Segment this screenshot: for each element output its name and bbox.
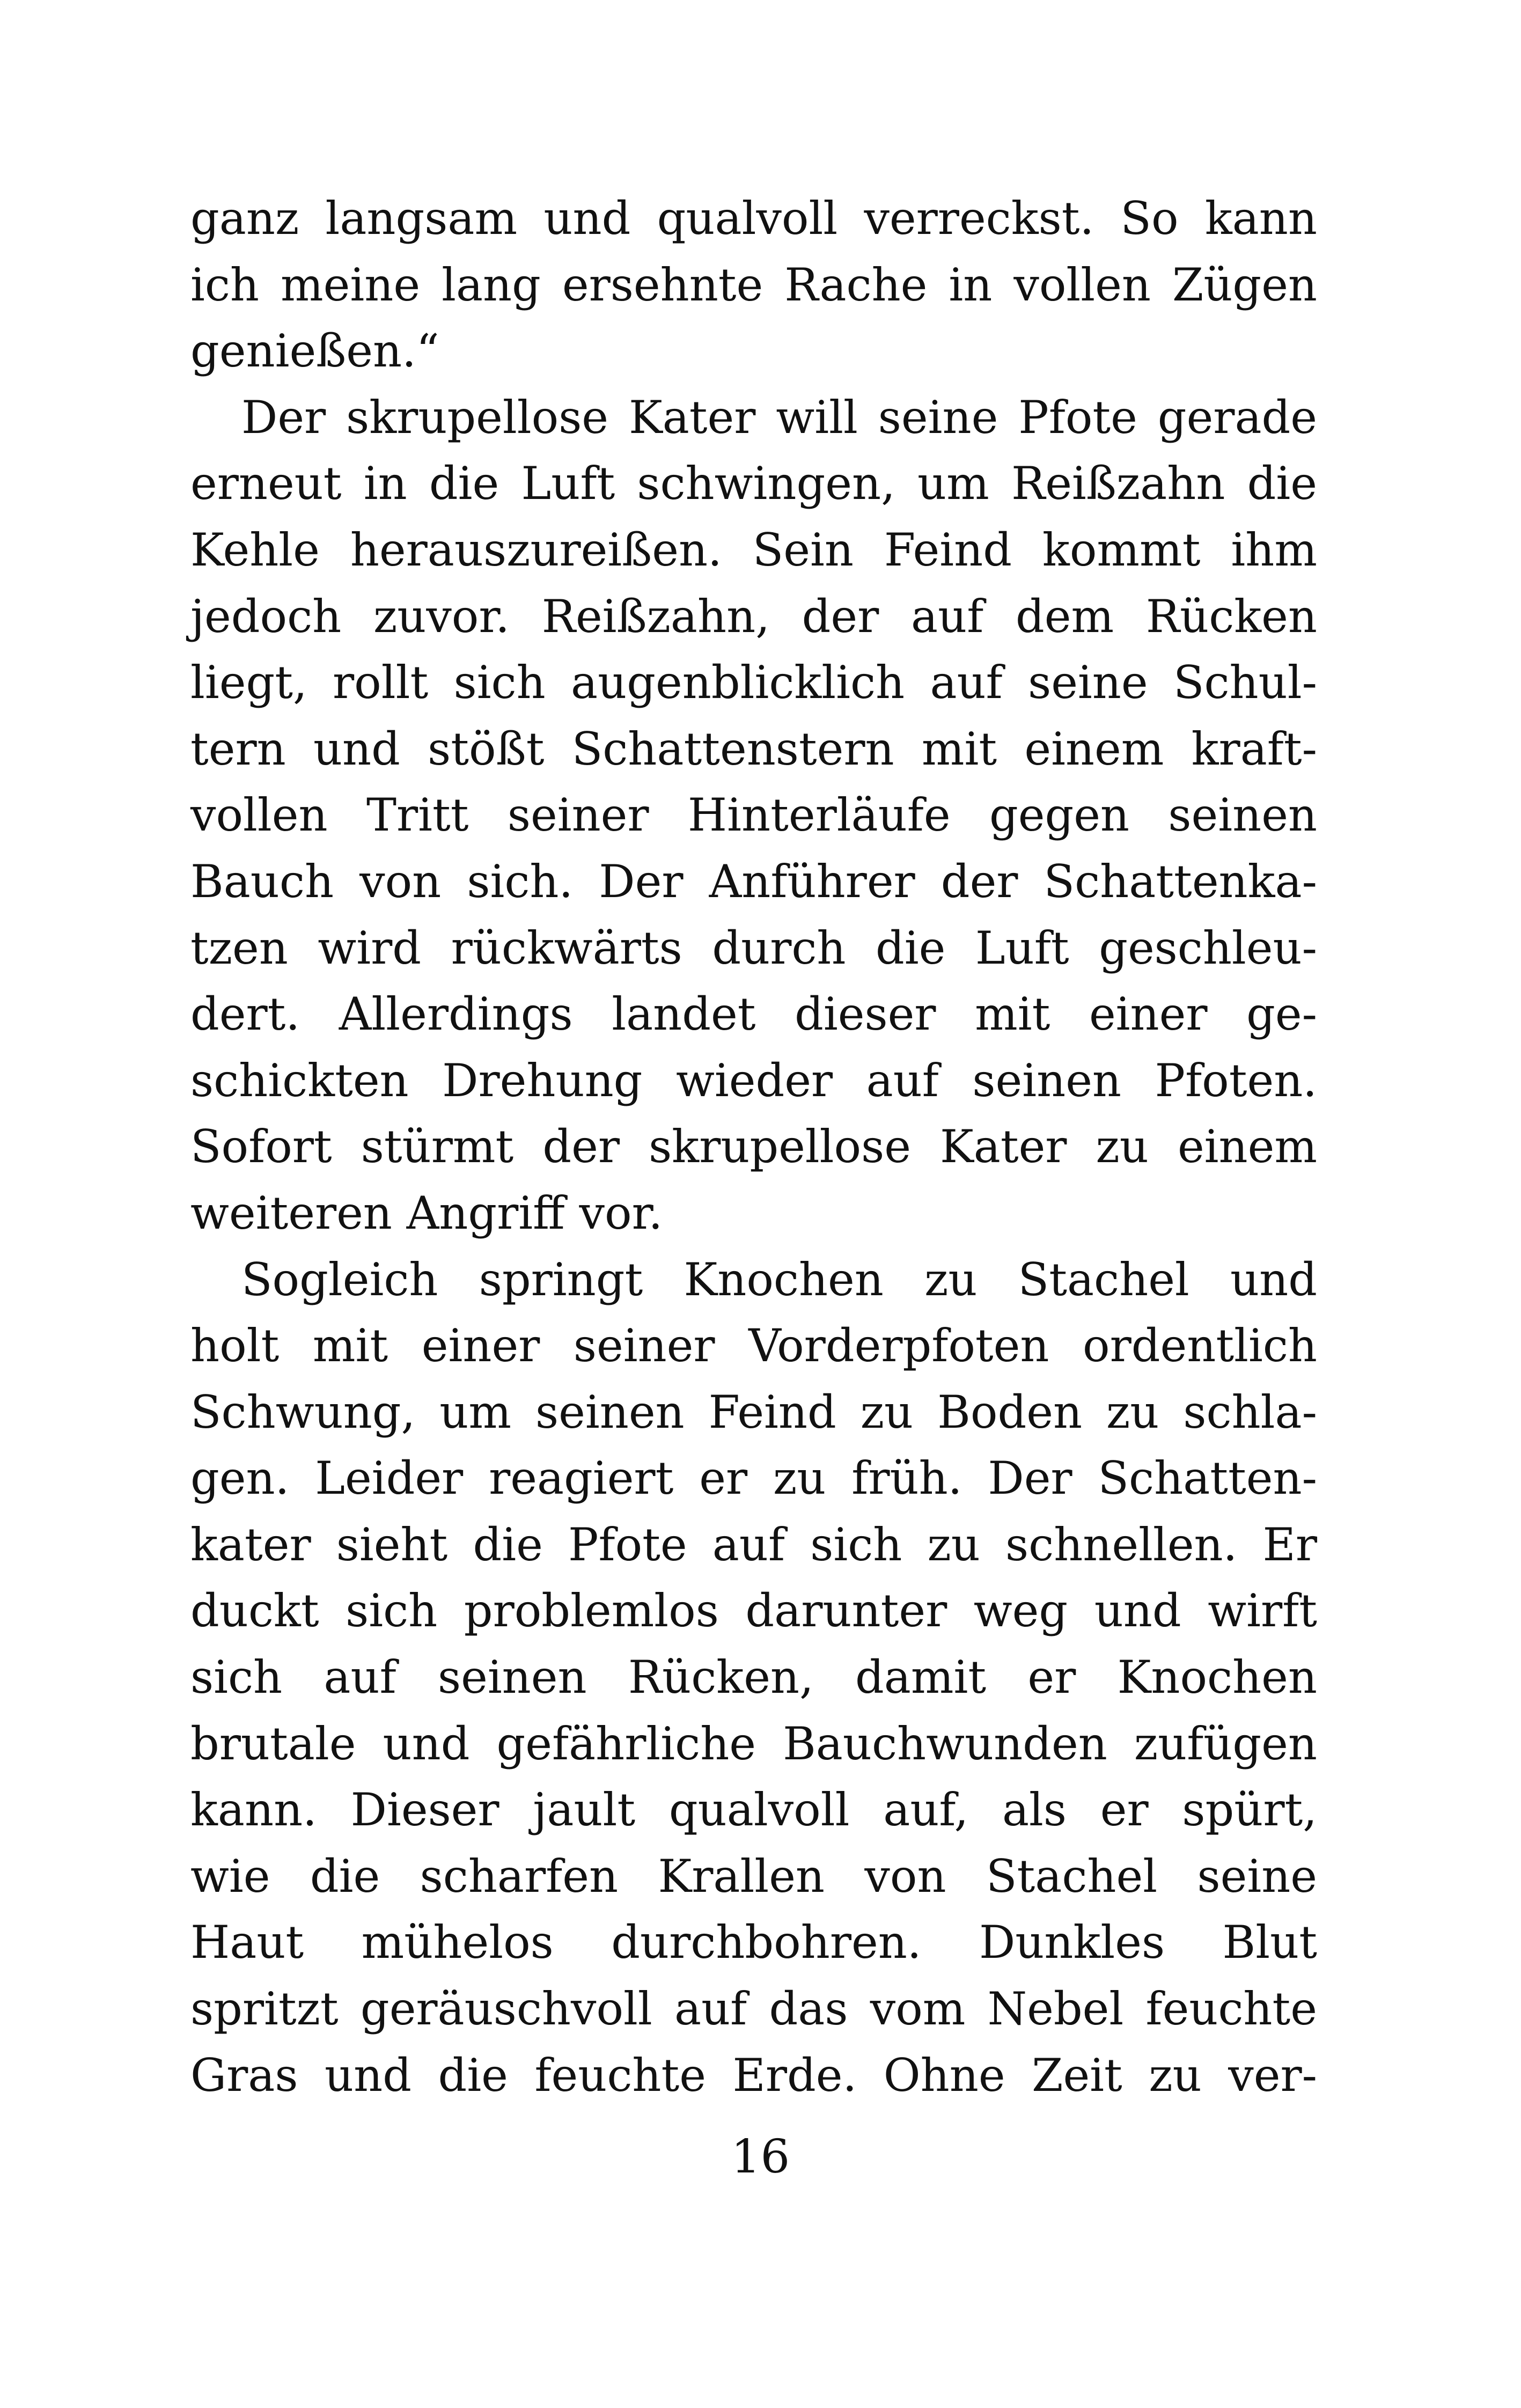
text-line: jedoch zuvor. Reißzahn, der auf dem Rücken (190, 590, 1317, 643)
text-line: weiteren Angriff vor. (190, 1186, 663, 1239)
text-line: Schwung, um seinen Feind zu Boden zu schla- (190, 1385, 1317, 1438)
text-line: Der skrupellose Kater will seine Pfote gerade (241, 391, 1317, 444)
text-line: Kehle herauszureißen. Sein Feind kommt ihm (190, 523, 1317, 576)
text-line: vollen Tritt seiner Hinterläufe gegen seinen (190, 789, 1317, 842)
text-line: ich meine lang ersehnte Rache in vollen Zügen (190, 258, 1317, 311)
text-line: Gras und die feuchte Erde. Ohne Zeit zu ver- (190, 2049, 1317, 2102)
text-line: ganz langsam und qualvoll verreckst. So kann (190, 192, 1317, 245)
text-line: spritzt geräuschvoll auf das vom Nebel feuchte (190, 1983, 1317, 2036)
text-line: Sogleich springt Knochen zu Stachel und (241, 1253, 1317, 1306)
text-line: tzen wird rückwärts durch die Luft geschleu- (190, 921, 1317, 974)
text-line: wie die scharfen Krallen von Stachel seine (190, 1849, 1317, 1903)
text-line: holt mit einer seiner Vorderpfoten ordentlich (190, 1319, 1317, 1372)
text-line: kann. Dieser jault qualvoll auf, als er spürt, (190, 1783, 1317, 1837)
text-line: schickten Drehung wieder auf seinen Pfoten. (190, 1054, 1317, 1107)
body-text (190, 186, 1317, 2109)
text-line: duckt sich problemlos darunter weg und wirft (190, 1584, 1317, 1638)
text-line: Bauch von sich. Der Anführer der Schattenka- (190, 855, 1317, 908)
text-line: Haut mühelos durchbohren. Dunkles Blut (190, 1916, 1317, 1969)
text-line: liegt, rollt sich augenblicklich auf seine Schul- (190, 656, 1317, 709)
text-line: tern und stößt Schattenstern mit einem kraft- (190, 722, 1317, 775)
page-number: 16 (731, 2130, 790, 2184)
text-line: sich auf seinen Rücken, damit er Knochen (190, 1651, 1317, 1704)
text-line: gen. Leider reagiert er zu früh. Der Schatten- (190, 1452, 1317, 1505)
text-line: genießen.“ (190, 325, 439, 378)
text-line: Sofort stürmt der skrupellose Kater zu einem (190, 1120, 1317, 1173)
text-line: brutale und gefährliche Bauchwunden zufügen (190, 1717, 1317, 1770)
text-line: dert. Allerdings landet dieser mit einer ge- (190, 988, 1317, 1041)
text-line: kater sieht die Pfote auf sich zu schnellen. Er (190, 1518, 1317, 1571)
text-line: erneut in die Luft schwingen, um Reißzahn die (190, 457, 1317, 510)
